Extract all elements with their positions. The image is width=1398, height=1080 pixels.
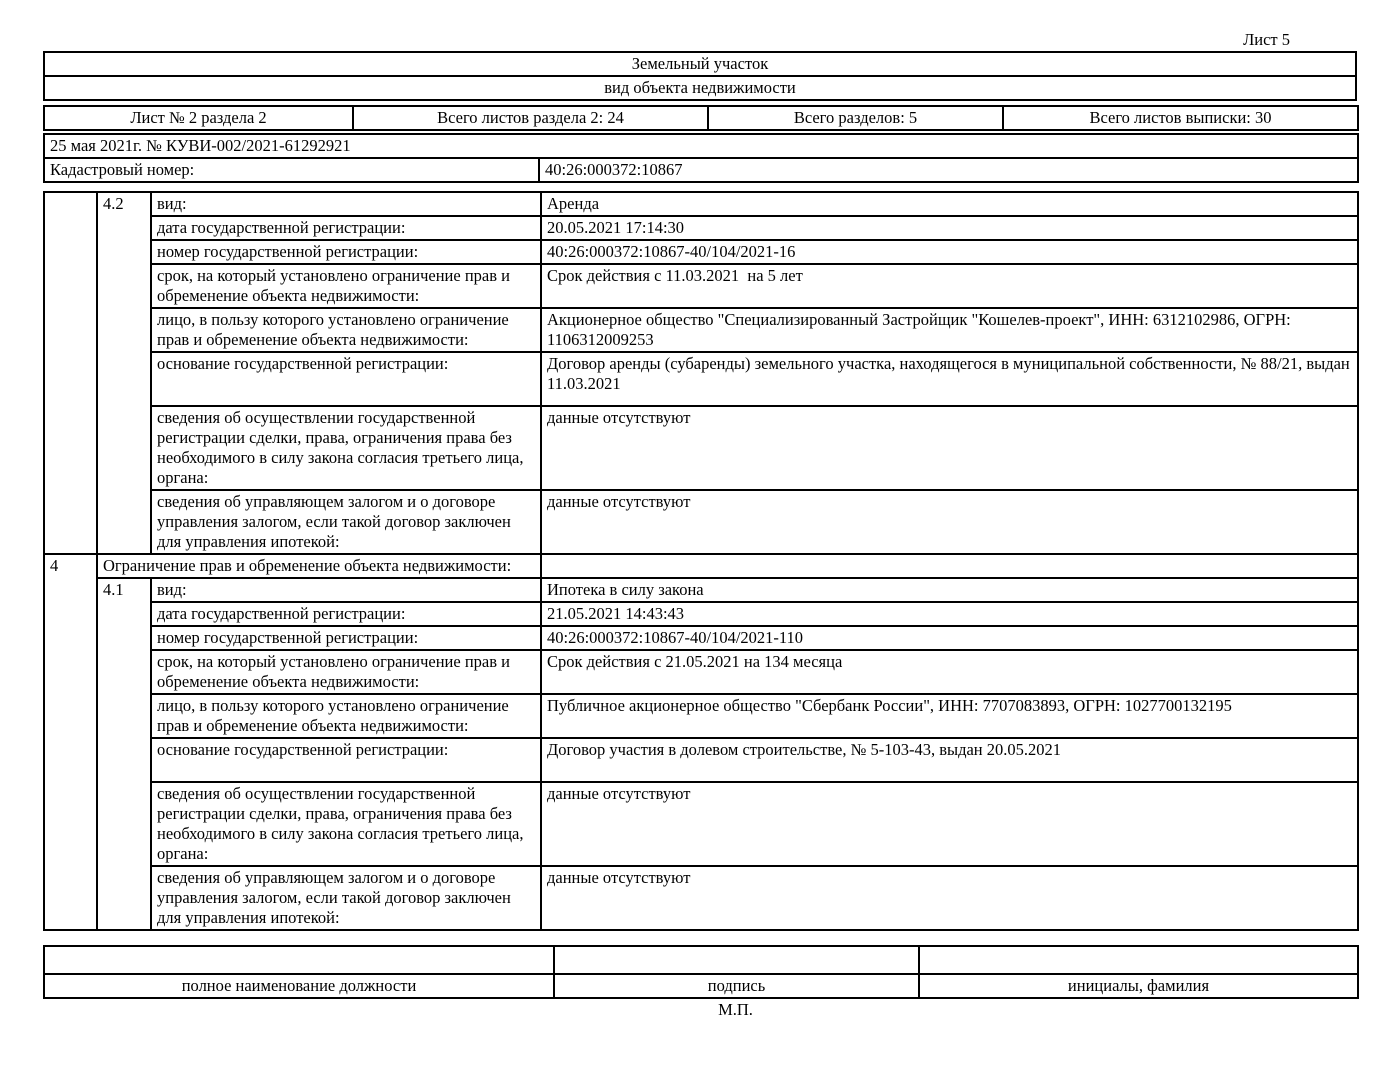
sheet-counters-table	[43, 105, 1359, 131]
section-value-cell-empty	[541, 554, 1358, 578]
field-value-cell: Акционерное общество "Специализированный Застройщик "Кошелев-проект", ИНН: 6312102986, ОГРН: 1106312009253	[541, 308, 1358, 352]
field-label-cell: дата государственной регистрации:	[151, 216, 541, 240]
field-value-cell: данные отсутствуют	[541, 490, 1358, 554]
signature-empty-row	[44, 946, 1358, 974]
field-value-cell: Договор участия в долевом строительстве, № 5-103-43, выдан 20.05.2021	[541, 738, 1358, 782]
field-value-cell: 40:26:000372:10867-40/104/2021-110	[541, 626, 1358, 650]
field-label-cell: срок, на который установлено ограничение прав и обременение объекта недвижимости:	[151, 650, 541, 694]
field-value-cell: Срок действия с 21.05.2021 на 134 месяца	[541, 650, 1358, 694]
field-label-cell: основание государственной регистрации:	[151, 352, 541, 406]
table-row	[44, 406, 1358, 490]
field-value-cell: Договор аренды (субаренды) земельного участка, находящегося в муниципальной собственности, № 88/21, выдан 11.03.2021	[541, 352, 1358, 406]
position-cell-empty	[44, 946, 554, 974]
table-row	[44, 106, 1358, 130]
position-column-label: полное наименование должности	[44, 974, 554, 998]
field-label-cell: лицо, в пользу которого установлено ограничение прав и обременение объекта недвижимости:	[151, 694, 541, 738]
object-type-caption: вид объекта недвижимости	[44, 76, 1356, 100]
group-number-cell: 4.2	[97, 192, 151, 554]
sheet-cell: Лист № 2 раздела 2	[44, 106, 353, 130]
group-number-cell: 4.1	[97, 578, 151, 930]
table-row	[44, 134, 1358, 158]
table-row	[44, 782, 1358, 866]
field-label-cell: сведения об управляющем залогом и о договоре управления залогом, если такой договор заключен для управления ипотекой:	[151, 490, 541, 554]
field-value-cell: данные отсутствуют	[541, 866, 1358, 930]
field-value-cell: Ипотека в силу закона	[541, 578, 1358, 602]
field-label-cell: номер государственной регистрации:	[151, 240, 541, 264]
signature-label-row	[44, 974, 1358, 998]
cadastral-number-label: Кадастровый номер:	[44, 158, 539, 182]
field-value-cell: 40:26:000372:10867-40/104/2021-16	[541, 240, 1358, 264]
signature-table	[43, 945, 1359, 999]
signature-column-label: подпись	[554, 974, 919, 998]
field-label-cell: вид:	[151, 578, 541, 602]
cadastral-number-value: 40:26:000372:10867	[539, 158, 1358, 182]
table-row	[44, 738, 1358, 782]
field-label-cell: сведения об осуществлении государственной регистрации сделки, права, ограничения права без необходимого в силу закона согласия третьего лица, органа:	[151, 406, 541, 490]
table-row	[44, 192, 1358, 216]
table-row	[44, 158, 1358, 182]
field-value-cell: 20.05.2021 17:14:30	[541, 216, 1358, 240]
object-type-table	[43, 51, 1357, 101]
table-row	[44, 650, 1358, 694]
signature-cell-empty	[554, 946, 919, 974]
field-value-cell: Аренда	[541, 192, 1358, 216]
field-label-cell: номер государственной регистрации:	[151, 626, 541, 650]
field-value-cell: данные отсутствуют	[541, 406, 1358, 490]
table-row	[44, 694, 1358, 738]
name-cell-empty	[919, 946, 1358, 974]
field-label-cell: срок, на который установлено ограничение прав и обременение объекта недвижимости:	[151, 264, 541, 308]
section-number-cell: 4	[44, 554, 97, 930]
statement-table	[43, 133, 1359, 183]
restrictions-table	[43, 191, 1359, 931]
table-row	[44, 602, 1358, 626]
table-row	[44, 626, 1358, 650]
sheet-number-label: Лист 5	[1243, 30, 1290, 49]
field-value-cell: Публичное акционерное общество "Сбербанк России", ИНН: 7707083893, ОГРН: 1027700132195	[541, 694, 1358, 738]
section-header-row	[44, 554, 1358, 578]
table-row	[44, 52, 1356, 76]
table-row	[44, 490, 1358, 554]
table-row	[44, 76, 1356, 100]
name-column-label: инициалы, фамилия	[919, 974, 1358, 998]
statement-number: 25 мая 2021г. № КУВИ-002/2021-61292921	[44, 134, 1358, 158]
table-row	[44, 352, 1358, 406]
table-row	[44, 866, 1358, 930]
table-row	[44, 578, 1358, 602]
field-label-cell: вид:	[151, 192, 541, 216]
section-title-cell: Ограничение прав и обременение объекта недвижимости:	[97, 554, 541, 578]
field-label-cell: дата государственной регистрации:	[151, 602, 541, 626]
field-label-cell: сведения об осуществлении государственной регистрации сделки, права, ограничения права без необходимого в силу закона согласия третьего лица, органа:	[151, 782, 541, 866]
field-label-cell: основание государственной регистрации:	[151, 738, 541, 782]
table-row	[44, 308, 1358, 352]
table-row	[44, 264, 1358, 308]
sheet-cell: Всего листов раздела 2: 24	[353, 106, 708, 130]
field-label-cell: лицо, в пользу которого установлено ограничение прав и обременение объекта недвижимости:	[151, 308, 541, 352]
field-value-cell: 21.05.2021 14:43:43	[541, 602, 1358, 626]
field-value-cell: Срок действия с 11.03.2021 на 5 лет	[541, 264, 1358, 308]
object-type-value: Земельный участок	[44, 52, 1356, 76]
section-number-cell-empty	[44, 192, 97, 554]
table-row	[44, 216, 1358, 240]
table-row	[44, 240, 1358, 264]
sheet-cell: Всего разделов: 5	[708, 106, 1003, 130]
stamp-place-label: М.П.	[718, 1000, 753, 1019]
field-value-cell: данные отсутствуют	[541, 782, 1358, 866]
sheet-cell: Всего листов выписки: 30	[1003, 106, 1358, 130]
field-label-cell: сведения об управляющем залогом и о договоре управления залогом, если такой договор заключен для управления ипотекой:	[151, 866, 541, 930]
